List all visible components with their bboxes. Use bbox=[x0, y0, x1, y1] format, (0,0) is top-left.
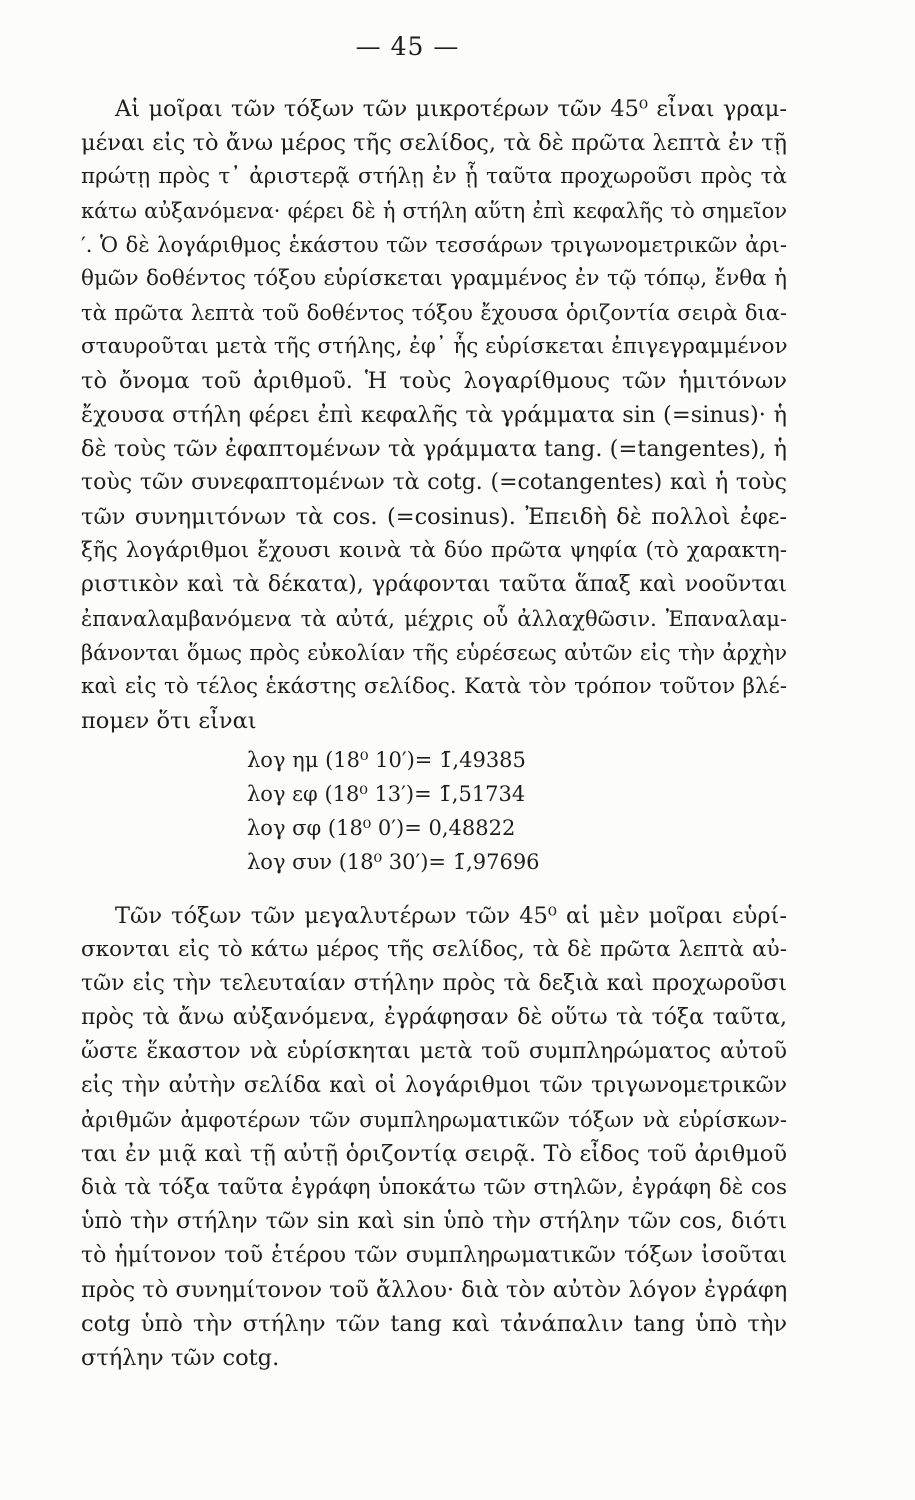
text-line: καὶ εἰς τὸ τέλος ἑκάστης σελίδος. Κατὰ τὸν τρόπον τοῦτον βλέ- bbox=[81, 674, 787, 699]
text-line: ἔχουσα στήλη φέρει ἐπὶ κεφαλῆς τὰ γράμματα sin (=sinus)· ἡ bbox=[81, 402, 787, 428]
formula-value: 1̄,49385 bbox=[439, 748, 526, 772]
text-line: σταυροῦται μετὰ τῆς στήλης, ἐφ᾽ ἧς εὑρίσκεται ἐπιγεγραμμένον bbox=[81, 334, 788, 359]
text-line: τὸ ὄνομα τοῦ ἀριθμοῦ. Ἡ τοὺς λογαρίθμους τῶν ἡμιτόνων bbox=[81, 368, 787, 394]
formula-value: 1̄,51734 bbox=[438, 782, 526, 806]
text-line: ὥστε ἕκαστον νὰ εὑρίσκηται μετὰ τοῦ συμπληρώματος αὐτοῦ bbox=[81, 1039, 787, 1064]
text-line: πρὸς τὰ ἄνω αὐξανόμενα, ἐγράφησαν δὲ οὕτω τὰ τόξα ταῦτα, bbox=[81, 1005, 787, 1030]
formula-label: λογ συν (18⁰ 30′)= bbox=[247, 850, 447, 874]
text-line: δὲ τοὺς τῶν ἐφαπτομένων τὰ γράμματα tang. (=tangentes), ἡ bbox=[81, 436, 787, 462]
text-line: κάτω αὐξανόμενα· φέρει δὲ ἡ στήλη αὕτη ἐπὶ κεφαλῆς τὸ σημεῖον bbox=[81, 199, 787, 223]
text-line: ὑπὸ τὴν στήλην τῶν sin καὶ sin ὑπὸ τὴν στήλην τῶν cos, διότι bbox=[81, 1209, 787, 1234]
text-line: τὰ πρῶτα λεπτὰ τοῦ δοθέντος τόξου ἔχουσα ὁριζοντία σειρὰ δια- bbox=[81, 301, 787, 325]
text-line: ἐπαναλαμβανόμενα τὰ αὐτά, μέχρις οὗ ἀλλαχθῶσιν. Ἐπαναλαμ- bbox=[81, 607, 787, 631]
formula-value: 1̄,97696 bbox=[452, 850, 540, 874]
text-line: βάνονται ὅμως πρὸς εὐκολίαν τῆς εὑρέσεως αὐτῶν εἰς τὴν ἀρχὴν bbox=[81, 641, 787, 665]
text-line: Τῶν τόξων τῶν μεγαλυτέρων τῶν 45⁰ αἱ μὲν μοῖραι εὑρί- bbox=[115, 903, 787, 929]
text-line: τοὺς τῶν συνεφαπτομένων τὰ cotg. (=cotangentes) καὶ ἡ τοὺς bbox=[81, 470, 787, 495]
text-line: cotg ὑπὸ τὴν στήλην τῶν tang καὶ τἀνάπαλιν tang ὑπὸ τὴν bbox=[81, 1311, 787, 1337]
text-line: τὸ ἡμίτονον τοῦ ἑτέρου τῶν συμπληρωματικῶν τόξων ἰσοῦται bbox=[81, 1243, 787, 1268]
text-line: πρὸς τὸ συνημίτονον τοῦ ἄλλου· διὰ τὸν αὐτὸν λόγον ἐγράφη bbox=[81, 1277, 788, 1303]
formula-line bbox=[247, 779, 525, 809]
text-line: θμῶν δοθέντος τόξου εὑρίσκεται γραμμένος ἐν τῷ τόπῳ, ἔνθα ἡ bbox=[81, 266, 787, 291]
text-line: μέναι εἰς τὸ ἄνω μέρος τῆς σελίδος, τὰ δὲ πρῶτα λεπτὰ ἐν τῇ bbox=[81, 130, 787, 156]
formula-line bbox=[247, 847, 540, 877]
page-number: — 45 — bbox=[355, 32, 460, 61]
text-line: ἀριθμῶν ἀμφοτέρων τῶν συμπληρωματικῶν τόξων νὰ εὑρίσκων- bbox=[81, 1108, 787, 1132]
text-line: ξῆς λογάριθμοι ἔχουσι κοινὰ τὰ δύο πρῶτα ψηφία (τὸ χαρακτη- bbox=[81, 538, 787, 563]
text-line: στήλην τῶν cotg. bbox=[81, 1345, 280, 1371]
text-line: ριστικὸν καὶ τὰ δέκατα), γράφονται ταῦτα ἅπαξ καὶ νοοῦνται bbox=[81, 572, 787, 597]
text-line: ται ἐν μιᾷ καὶ τῇ αὐτῇ ὁριζοντίᾳ σειρᾷ. Τὸ εἶδος τοῦ ἀριθμοῦ bbox=[81, 1141, 787, 1167]
text-line: πρώτῃ πρὸς τ᾽ ἀριστερᾷ στήλῃ ἐν ᾗ ταῦτα προχωροῦσι πρὸς τὰ bbox=[81, 164, 787, 189]
text-line: Αἱ μοῖραι τῶν τόξων τῶν μικροτέρων τῶν 45⁰ εἶναι γραμ- bbox=[115, 96, 787, 122]
text-line: ′. Ὁ δὲ λογάριθμος ἑκάστου τῶν τεσσάρων τριγωνομετρικῶν ἀρι- bbox=[81, 233, 787, 257]
text-line: τῶν συνημιτόνων τὰ cos. (=cosinus). Ἐπειδὴ δὲ πολλοὶ ἐφε- bbox=[81, 504, 787, 530]
formula-label: λογ εφ (18⁰ 13′)= bbox=[247, 782, 432, 806]
formula-line bbox=[247, 813, 515, 843]
formula-line bbox=[247, 745, 526, 775]
formula-value: 0,48822 bbox=[428, 816, 516, 840]
text-line: σκονται εἰς τὸ κάτω μέρος τῆς σελίδος, τὰ δὲ πρῶτα λεπτὰ αὐ- bbox=[81, 937, 787, 962]
text-line: εἰς τὴν αὐτὴν σελίδα καὶ οἱ λογάριθμοι τῶν τριγωνομετρικῶν bbox=[81, 1073, 787, 1098]
text-line: τῶν εἰς τὴν τελευταίαν στήλην πρὸς τὰ δεξιὰ καὶ προχωροῦσι bbox=[81, 971, 787, 996]
formula-label: λογ σφ (18⁰ 0′)= bbox=[247, 816, 422, 840]
text-line: πομεν ὅτι εἶναι bbox=[81, 708, 257, 734]
text-line: διὰ τὰ τόξα ταῦτα ἐγράφη ὑποκάτω τῶν στηλῶν, ἐγράφη δὲ cos bbox=[81, 1175, 787, 1200]
formula-label: λογ ημ (18⁰ 10′)= bbox=[247, 748, 433, 772]
